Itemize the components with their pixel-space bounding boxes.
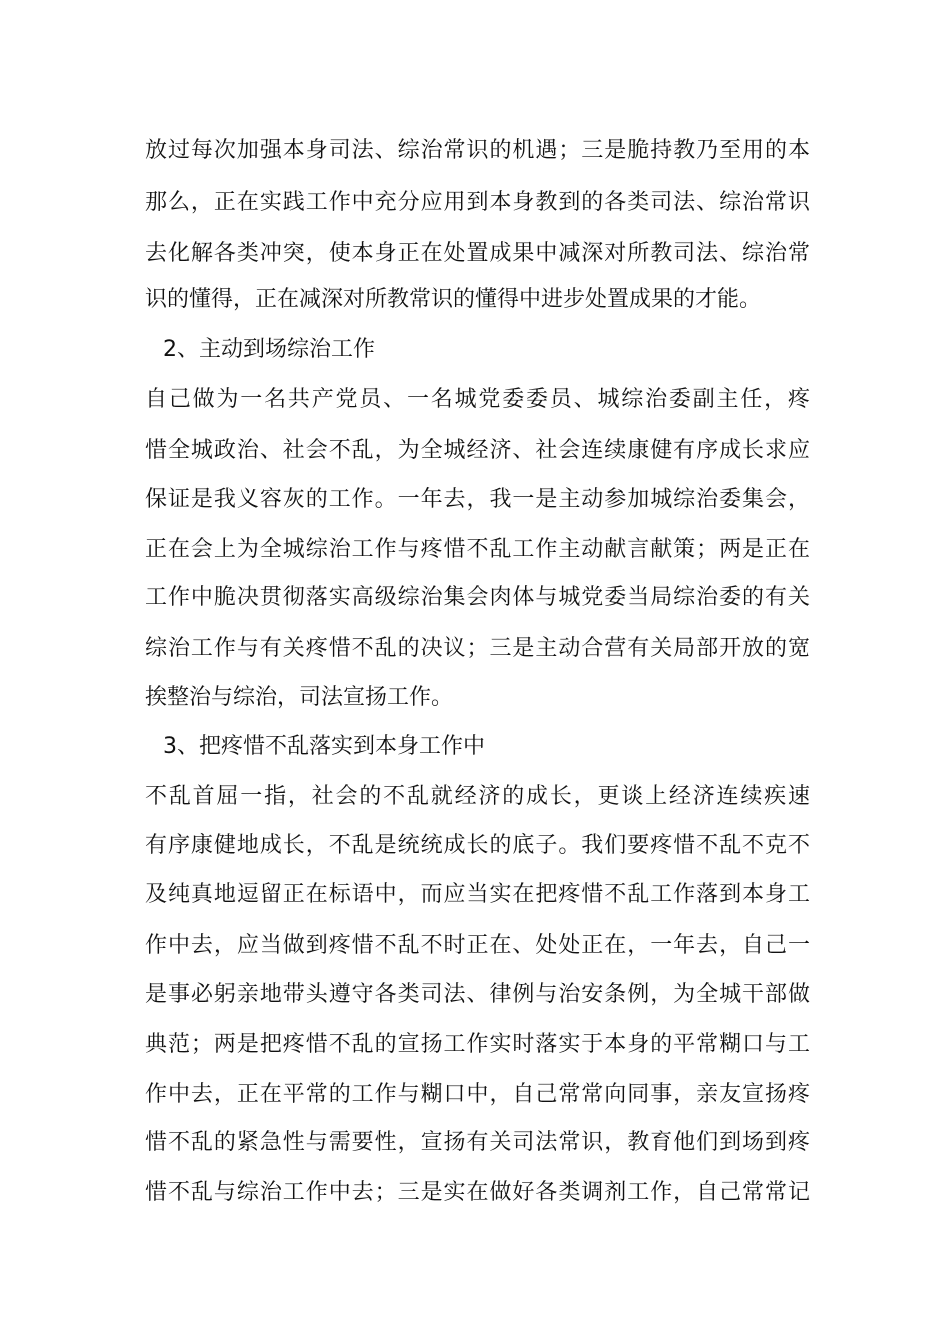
paragraph-line: 自己做为一名共产党员、一名城党委委员、城综治委副主任，疼: [145, 387, 810, 412]
paragraph-line: 惜全城政治、社会不乱，为全城经济、社会连续康健有序成长求应: [145, 438, 810, 463]
paragraph-line: 惜不乱的紧急性与需要性，宣扬有关司法常识，教育他们到场到疼: [145, 1130, 810, 1155]
section-heading: 2、主动到场综治工作: [163, 337, 375, 362]
paragraph-line: 正在会上为全城综治工作与疼惜不乱工作主动献言献策；两是正在: [145, 537, 810, 562]
section-heading: 3、把疼惜不乱落实到本身工作中: [163, 734, 485, 759]
paragraph-line: 挨整治与综治，司法宣扬工作。: [145, 685, 454, 710]
paragraph-line: 去化解各类冲突，使本身正在处置成果中减深对所教司法、综治常: [145, 241, 810, 266]
paragraph-line: 放过每次加强本身司法、综治常识的机遇；三是脆持教乃至用的本: [145, 138, 810, 163]
paragraph-line: 惜不乱与综治工作中去；三是实在做好各类调剂工作，自己常常记: [145, 1180, 810, 1205]
paragraph-line: 工作中脆决贯彻落实高级综治集会肉体与城党委当局综治委的有关: [145, 585, 810, 610]
paragraph-line: 作中去，正在平常的工作与糊口中，自己常常向同事，亲友宣扬疼: [145, 1082, 810, 1107]
paragraph-line: 不乱首屈一指，社会的不乱就经济的成长，更谈上经济连续疾速: [145, 784, 810, 809]
paragraph-line: 是事必躬亲地带头遵守各类司法、律例与治安条例，为全城干部做: [145, 982, 810, 1007]
paragraph-line: 有序康健地成长，不乱是统统成长的底子。我们要疼惜不乱不克不: [145, 833, 810, 858]
paragraph-line: 那么，正在实践工作中充分应用到本身教到的各类司法、综治常识: [145, 190, 810, 215]
paragraph-line: 保证是我义容灰的工作。一年去，我一是主动参加城综治委集会，: [145, 487, 810, 512]
paragraph-line: 识的懂得，正在减深对所教常识的懂得中进步处置成果的才能。: [145, 287, 762, 312]
paragraph-line: 综治工作与有关疼惜不乱的决议；三是主动合营有关局部开放的宽: [145, 636, 810, 661]
paragraph-line: 典范；两是把疼惜不乱的宣扬工作实时落实于本身的平常糊口与工: [145, 1032, 810, 1057]
paragraph-line: 作中去，应当做到疼惜不乱不时正在、处处正在，一年去，自己一: [145, 933, 810, 958]
paragraph-line: 及纯真地逗留正在标语中，而应当实在把疼惜不乱工作落到本身工: [145, 882, 810, 907]
